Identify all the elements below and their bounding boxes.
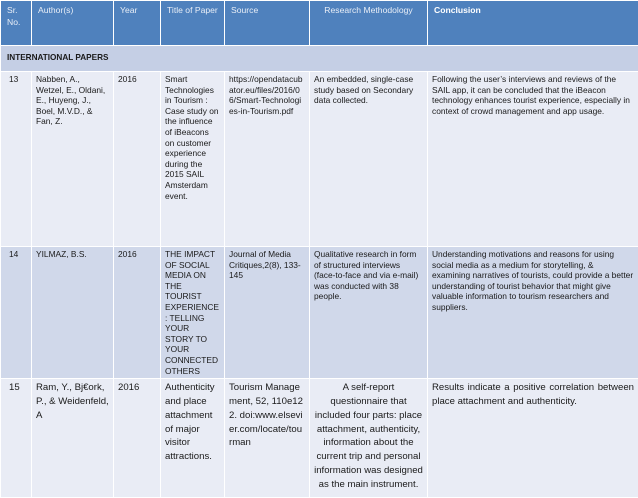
header-sr-no: Sr. No. — [1, 1, 32, 46]
header-year: Year — [114, 1, 161, 46]
cell-year: 2016 — [114, 379, 161, 498]
cell-source: https://opendatacubator.eu/files/2016/06/Smart-Technologies-in-Tourism.pdf — [225, 72, 310, 247]
cell-conclusion: Following the user’s interviews and reviews of the SAIL app, it can be concluded that the iBeacon technology enhances tourist experience, especially in context of crowd management and app usage. — [428, 72, 638, 247]
header-methodology: Research Methodology — [310, 1, 428, 46]
cell-source: Tourism Management, 52, 110e122. doi:www.elsevier.com/locate/tourman — [225, 379, 310, 498]
cell-title: Authenticity and place attachment of major visitor attractions. — [161, 379, 225, 498]
cell-authors: Ram, Y., Bj€ork, P., & Weidenfeld, A — [32, 379, 114, 498]
cell-year: 2016 — [114, 72, 161, 247]
section-label: INTERNATIONAL PAPERS — [1, 46, 638, 72]
section-row — [1, 46, 638, 72]
cell-conclusion: Understanding motivations and reasons for using social media as a medium for storytelling, & examining narratives of tourists, could provide a better understanding of tourist behavior that might give valuable information to tourism researchers and suppliers. — [428, 247, 638, 379]
cell-year: 2016 — [114, 247, 161, 379]
cell-conclusion: Results indicate a positive correlation between place attachment and authenticity. — [428, 379, 638, 498]
header-source: Source — [225, 1, 310, 46]
header-authors: Author(s) — [32, 1, 114, 46]
cell-source: Journal of Media Critiques,2(8), 133-145 — [225, 247, 310, 379]
table-row — [1, 379, 638, 498]
cell-title: THE IMPACT OF SOCIAL MEDIA ON THE TOURIST EXPERIENCE: TELLING YOUR STORY TO YOUR CONNECTED OTHERS — [161, 247, 225, 379]
cell-title: Smart Technologies in Tourism : Case study on the influence of iBeacons on customer experience during the 2015 SAIL Amsterdam event. — [161, 72, 225, 247]
cell-methodology: Qualitative research in form of structured interviews (face-to-face and via e-mail) was conducted with 38 people. — [310, 247, 428, 379]
cell-authors: Nabben, A., Wetzel, E., Oldani, E., Huyeng, J., Boel, M.V.D., & Fan, Z. — [32, 72, 114, 247]
cell-sr: 15 — [1, 379, 32, 498]
cell-authors: YILMAZ, B.S. — [32, 247, 114, 379]
header-conclusion: Conclusion — [428, 1, 638, 46]
cell-methodology: A self-report questionnaire that included four parts: place attachment, authenticity, information about the current trip and personal information was designed as the main instrument. — [310, 379, 428, 498]
cell-sr: 13 — [1, 72, 32, 247]
header-row — [1, 1, 638, 46]
table-row — [1, 247, 638, 379]
cell-methodology: An embedded, single-case study based on Secondary data collected. — [310, 72, 428, 247]
header-title: Title of Paper — [161, 1, 225, 46]
cell-sr: 14 — [1, 247, 32, 379]
table-row — [1, 72, 638, 247]
